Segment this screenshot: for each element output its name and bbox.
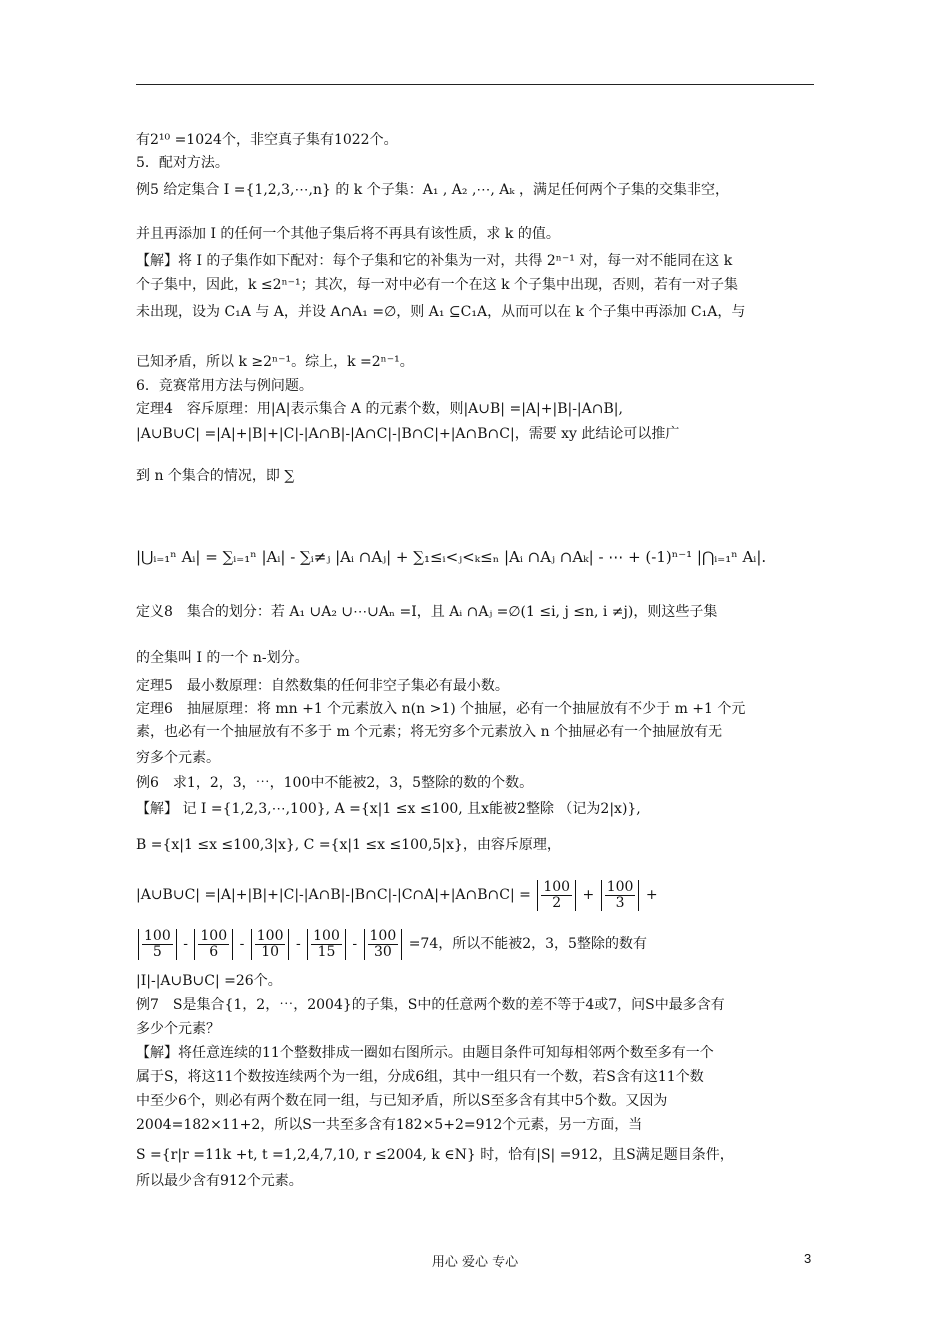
operator: +	[582, 887, 595, 903]
fraction	[364, 929, 403, 960]
formula-text: =74，所以不能被2，3，5整除的数有	[408, 936, 647, 952]
fraction	[537, 880, 576, 911]
fraction-numerator: 100	[606, 878, 634, 895]
text-line: 到 n 个集合的情况，即 ∑	[136, 468, 295, 484]
fraction	[601, 880, 640, 911]
example-line: 例6 求1，2，3，⋯，100中不能被2，3，5整除的数的个数。	[136, 775, 534, 791]
text-line: 并且再添加 I 的任何一个其他子集后将不再具有该性质，求 k 的值。	[136, 226, 560, 242]
operator: +	[645, 887, 658, 903]
text-line: 素，也必有一个抽屉放有不多于 m 个元素；将无穷多个元素放入 n 个抽屉必有一个抽屉放有无	[136, 724, 723, 740]
fraction-numerator: 100	[313, 927, 340, 944]
solution-line: 【解】将 I 的子集作如下配对：每个子集和它的补集为一对，共得 2ⁿ⁻¹ 对，每一对不能同在这 k	[136, 253, 733, 269]
text-line: 所以最少含有912个元素。	[136, 1173, 303, 1189]
fraction-numerator: 100	[369, 927, 397, 944]
inclusion-exclusion-formula: |⋃ᵢ₌₁ⁿ Aᵢ| = ∑ᵢ₌₁ⁿ |Aᵢ| - ∑ᵢ≠ⱼ |Aᵢ ∩Aⱼ| + ∑₁≤ᵢ<ⱼ<ₖ≤ₙ |Aᵢ ∩Aⱼ ∩Aₖ| - ⋯ + (-1)ⁿ⁻¹ |⋂ᵢ₌₁ⁿ Aᵢ|.	[136, 548, 767, 566]
example-line: 例7 S是集合{1，2，⋯，2004}的子集，S中的任意两个数的差不等于4或7，问S中最多含有	[136, 997, 725, 1013]
text-line: 未出现，设为 C₁A 与 A，并设 A∩A₁ =∅，则 A₁ ⊆C₁A，从而可以在 k 个子集中再添加 C₁A，与	[136, 304, 746, 320]
operator: -	[183, 936, 188, 952]
theorem-line: 定理4 容斥原理：用|A|表示集合 A 的元素个数，则|A∪B| =|A|+|B|-|A∩B|,	[136, 401, 623, 417]
fraction-denominator: 10	[261, 943, 280, 960]
text-line: 有2¹⁰ =1024个，非空真子集有1022个。	[136, 132, 398, 148]
fraction-denominator: 15	[317, 943, 336, 960]
fraction-numerator: 100	[144, 927, 171, 944]
solution-line: 【解】 记 I ={1,2,3,⋯,100}, A ={x|1 ≤x ≤100, 且x能被2整除 （记为2|x)},	[136, 801, 641, 817]
fraction-denominator: 6	[209, 943, 219, 960]
text-line: 中至少6个，则必有两个数在同一组，与已知矛盾，所以S至多含有其中5个数。又因为	[136, 1093, 668, 1109]
fraction-denominator: 5	[152, 943, 162, 960]
fraction	[251, 929, 290, 960]
fraction-denominator: 30	[373, 943, 392, 960]
text-line: 属于S，将这11个数按连续两个为一组，分成6组，其中一组只有一个数，若S含有这11个数	[136, 1069, 704, 1085]
definition-line: 定义8 集合的划分：若 A₁ ∪A₂ ∪⋯∪Aₙ =I，且 Aᵢ ∩Aⱼ =∅(1 ≤i, j ≤n, i ≠j)，则这些子集	[136, 604, 718, 620]
formula-line: |A∪B∪C| =|A|+|B|+|C|-|A∩B|-|A∩C|-|B∩C|+|A∩B∩C|，需要 xy 此结论可以推广	[136, 426, 680, 442]
page-number: 3	[804, 1251, 812, 1266]
fraction	[307, 929, 346, 960]
text-line: 2004=182×11+2，所以S一共至多含有182×5+2=912个元素，另一方面，当	[136, 1117, 643, 1133]
solution-line: 【解】将任意连续的11个整数排成一圈如右图所示。由题目条件可知每相邻两个数至多有一个	[136, 1045, 714, 1061]
fraction-numerator: 100	[543, 878, 571, 895]
formula-line: B ={x|1 ≤x ≤100,3|x}, C ={x|1 ≤x ≤100,5|x}，由容斥原理，	[136, 837, 561, 853]
fraction	[138, 929, 177, 960]
formula-line: S ={r|r =11k +t, t =1,2,4,7,10, r ≤2004, k ∈N} 时，恰有|S| =912，且S满足题目条件，	[136, 1147, 734, 1163]
text-line: |I|-|A∪B∪C| =26个。	[136, 973, 282, 989]
theorem-line: 定理6 抽屉原理：将 mn +1 个元素放入 n(n >1) 个抽屉，必有一个抽屉放有不少于 m +1 个元	[136, 701, 746, 717]
section-heading: 5．配对方法。	[136, 155, 229, 171]
formula-row-1	[136, 874, 816, 916]
theorem-line: 定理5 最小数原理：自然数集的任何非空子集必有最小数。	[136, 678, 509, 694]
fraction-denominator: 2	[552, 894, 562, 911]
formula-text: |A∪B∪C| =|A|+|B|+|C|-|A∩B|-|B∩C|-|C∩A|+|A∩B∩C| =	[136, 887, 531, 903]
operator: -	[352, 936, 358, 952]
text-line: 多少个元素？	[136, 1021, 220, 1037]
text-line: 个子集中，因此，k ≤2ⁿ⁻¹；其次，每一对中必有一个在这 k 个子集中出现，否则，若有一对子集	[136, 277, 739, 293]
operator: -	[295, 936, 301, 952]
example-line: 例5 给定集合 I ={1,2,3,⋯,n} 的 k 个子集：A₁ , A₂ ,⋯, Aₖ ，满足任何两个子集的交集非空，	[136, 182, 729, 198]
text-line: 已知矛盾，所以 k ≥2ⁿ⁻¹。综上，k =2ⁿ⁻¹。	[136, 354, 414, 370]
section-heading: 6．竞赛常用方法与例问题。	[136, 378, 313, 394]
fraction-numerator: 100	[200, 927, 228, 944]
formula-row-2	[136, 923, 816, 965]
text-line: 的全集叫 I 的一个 n-划分。	[136, 650, 309, 666]
header-rule	[136, 84, 814, 85]
text-line: 穷多个元素。	[136, 750, 220, 766]
operator: -	[239, 936, 245, 952]
fraction-numerator: 100	[256, 927, 284, 944]
page-footer: 用心 爱心 专心	[431, 1255, 519, 1270]
fraction-denominator: 3	[615, 894, 625, 911]
fraction	[194, 929, 233, 960]
